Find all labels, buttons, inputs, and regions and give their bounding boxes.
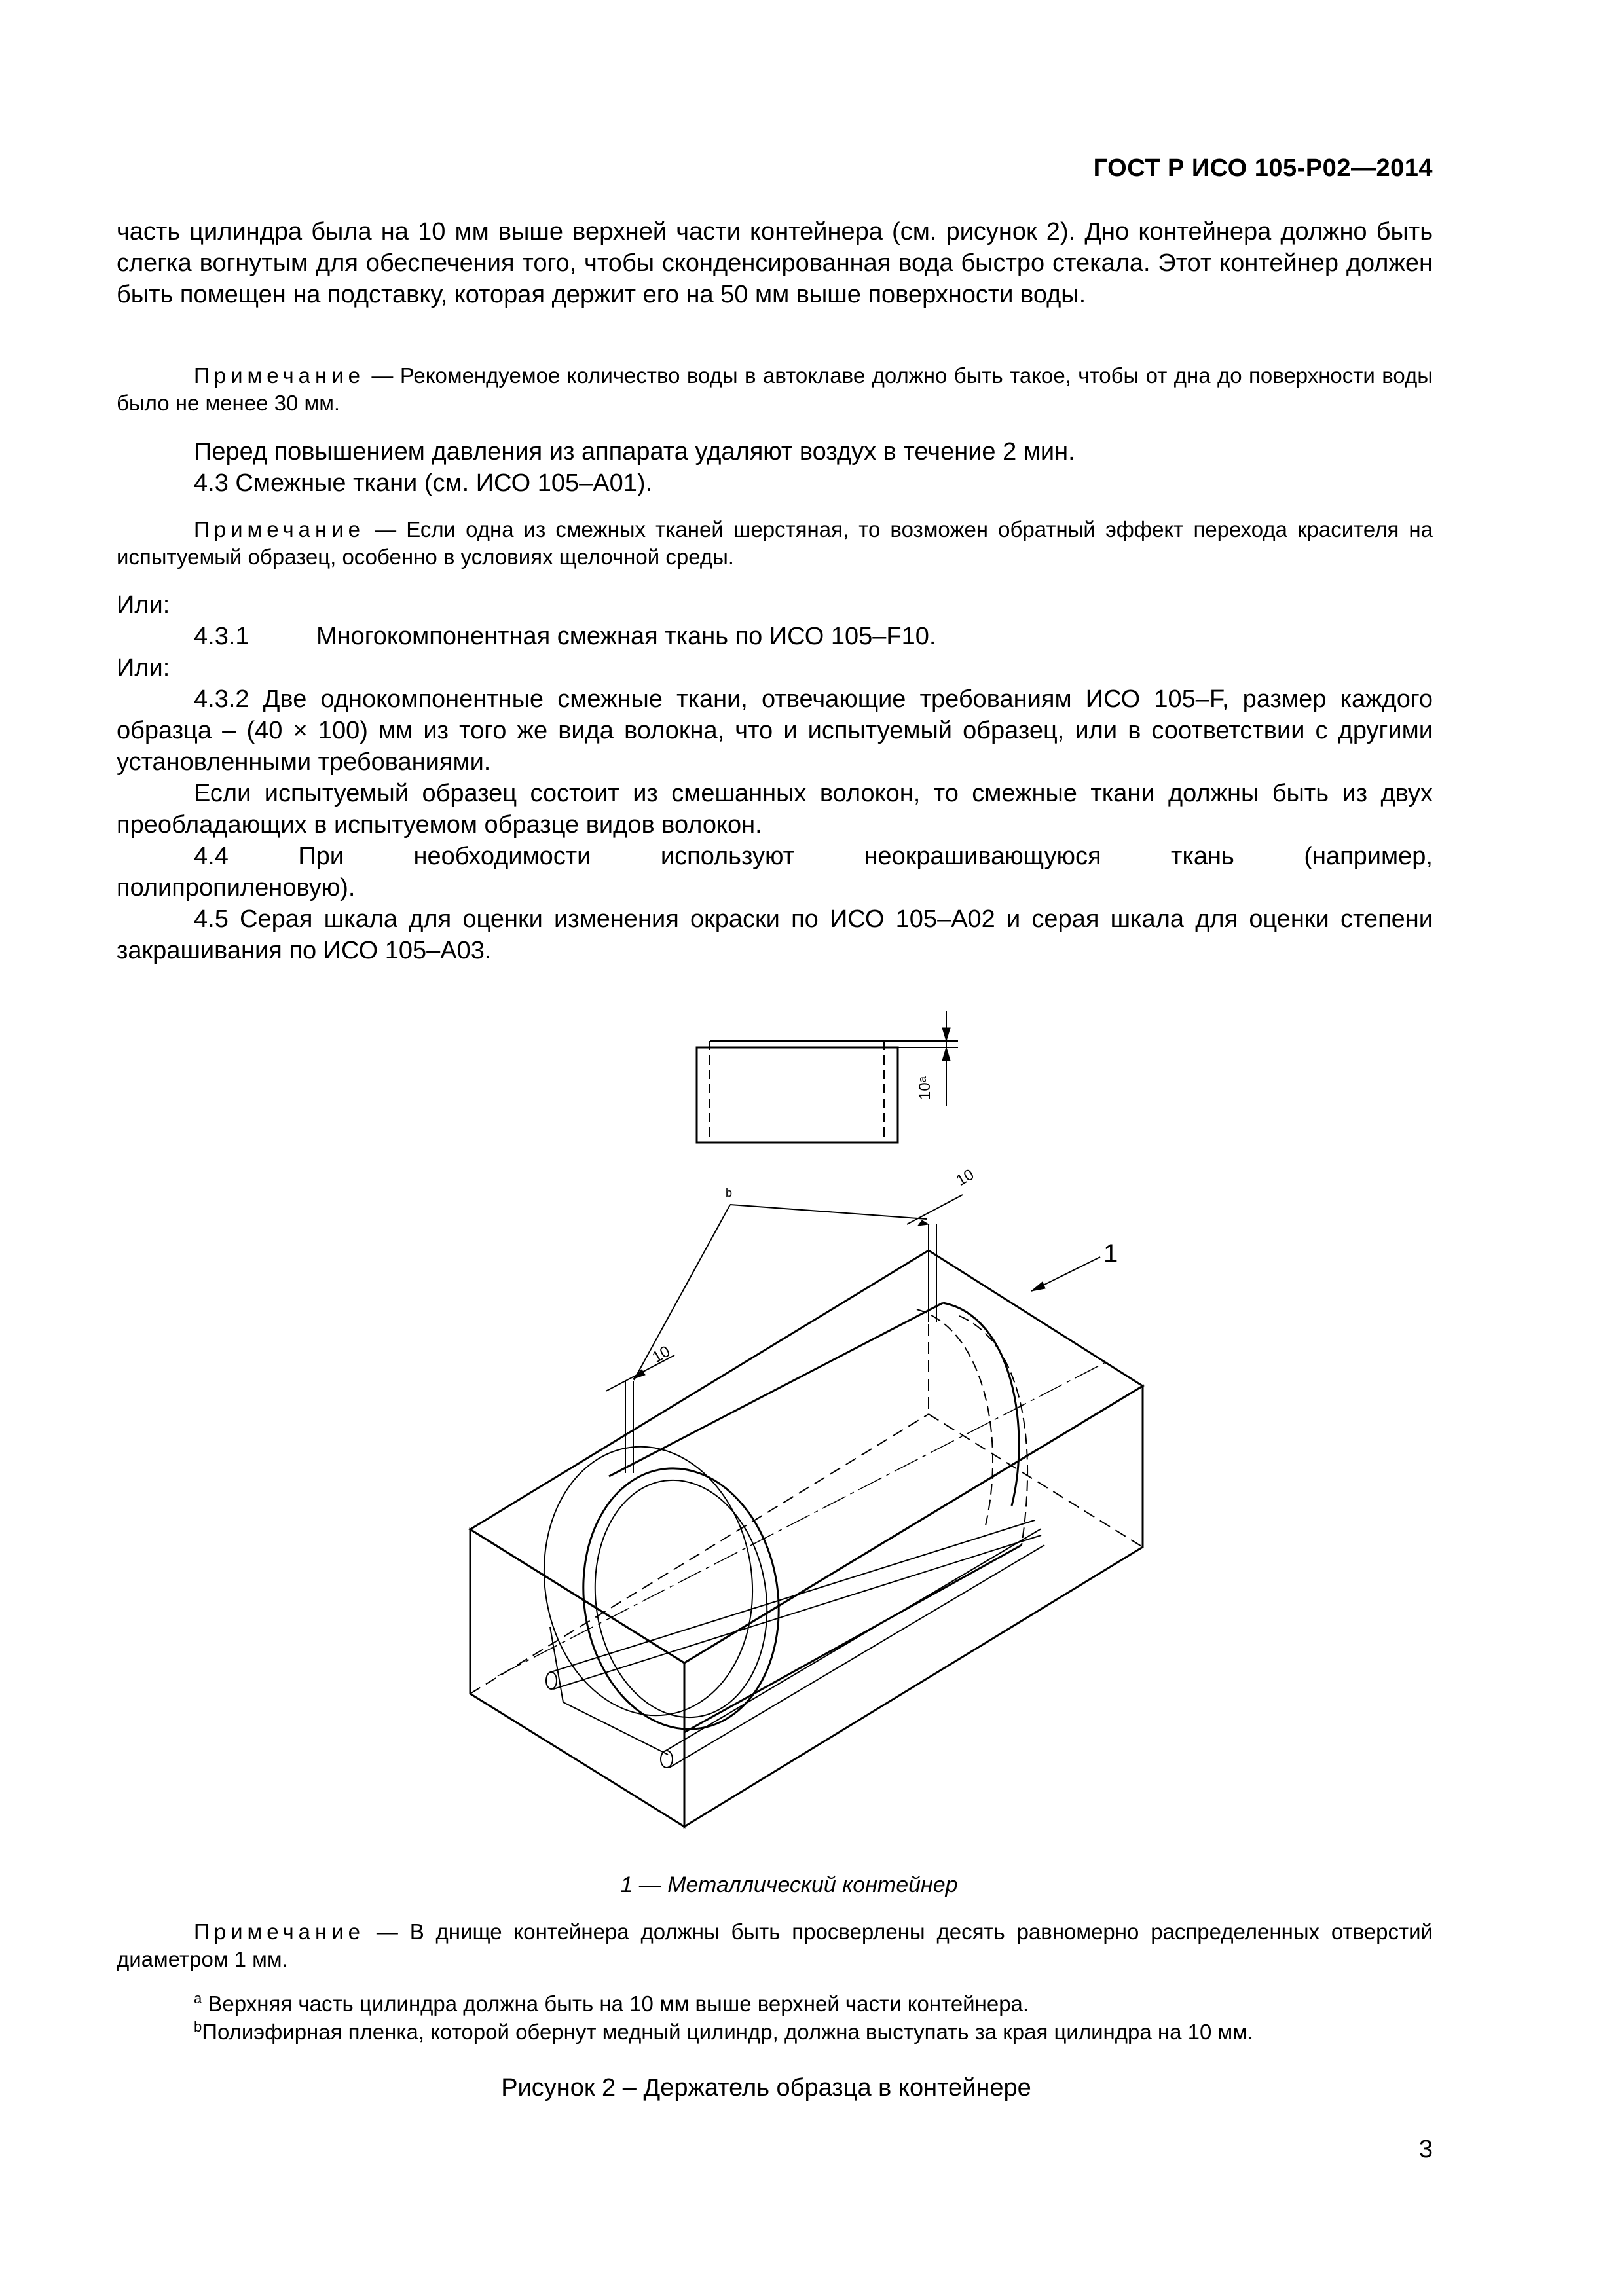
paragraph-mixed-fibres: Если испытуемый образец состоит из смешанных волокон, то смежные ткани должны быть из двух преобладающих в испытуемом образце видов волокон. (117, 780, 1433, 839)
figure-title: Рисунок 2 – Держатель образца в контейнере (501, 2074, 1031, 2102)
note-label: Примечание (194, 1920, 365, 1944)
metal-container (470, 1250, 1143, 1827)
dimension-label-left: 10 (649, 1342, 674, 1367)
footnote-a-text: Верхняя часть цилиндра должна быть на 10 мм выше верхней части контейнера. (202, 1992, 1029, 2016)
paragraph-container-requirements: часть цилиндра была на 10 мм выше верхней части контейнера (см. рисунок 2). Дно контейнера должно быть слегка вогнутым для обеспечения того, чтобы сконденсированная вода быстро стекала. Этот контейнер должен быть помещен на подставку, которая держит его на 50 мм выше поверхности воды. (117, 218, 1433, 308)
item-4-4: 4.4 При необходимости используют неокрашивающуюся ткань (например, полипропиленовую). (117, 843, 1433, 902)
item-4-3-2: 4.3.2 Две однокомпонентные смежные ткани, отвечающие требованиям ИСО 105–F, размер каждого образца – (40 × 100) мм из того же вида волокна, что и испытуемый образец, или в соответствии с другими установленными требованиями. (117, 685, 1433, 776)
note-text: — В днище контейнера должны быть просверлены десять равномерно распределенных отверстий диаметром 1 мм. (117, 1920, 1433, 1971)
section-4-3-heading: 4.3 Смежные ткани (см. ИСО 105–А01). (194, 469, 653, 497)
item-4-5: 4.5 Серая шкала для оценки изменения окраски по ИСО 105–А02 и серая шкала для оценки степени закрашивания по ИСО 105–А03. (117, 905, 1433, 964)
copper-cylinder (498, 1303, 1107, 1742)
note-text: — Рекомендуемое количество воды в автоклаве должно быть такое, чтобы от дна до поверхности воды было не менее 30 мм. (117, 363, 1433, 415)
note-label: Примечание (194, 363, 365, 388)
figure-sample-holder-diagram (0, 995, 1624, 1866)
footnote-b-marker: b (194, 2018, 202, 2035)
item-4-3-1-number: 4.3.1 (194, 623, 249, 650)
footnote-marker-b: b (726, 1186, 733, 1199)
or-label: Или: (117, 654, 170, 682)
footnote-a-marker: a (194, 1990, 202, 2007)
or-label: Или: (117, 591, 170, 619)
document-code: ГОСТ Р ИСО 105-Р02—2014 (1093, 155, 1433, 182)
note-label: Примечание (194, 517, 365, 541)
support-rods (546, 1520, 1044, 1768)
callout-1: 1 (1103, 1239, 1118, 1268)
figure-legend: 1 — Металлический контейнер (620, 1872, 958, 1897)
note-water-amount (117, 362, 1433, 417)
dimension-label-right: 10 (953, 1165, 978, 1190)
footnote-a (194, 1990, 1029, 2018)
footnote-b-text: Полиэфирная пленка, которой обернут медный цилиндр, должна выступать за края цилиндра на 10 мм. (202, 2020, 1254, 2044)
page-number: 3 (1418, 2136, 1433, 2163)
note-drill-holes (117, 1918, 1433, 1973)
dimension-label-top: 10ᵃ (916, 1076, 934, 1100)
item-4-3-1-text: Многокомпонентная смежная ткань по ИСО 105–F10. (316, 623, 936, 650)
note-text: — Если одна из смежных тканей шерстяная, то возможен обратный эффект перехода красителя на испытуемый образец, особенно в условиях щелочной среды. (117, 517, 1433, 569)
paragraph-air-removal: Перед повышением давления из аппарата удаляют воздух в течение 2 мин. (194, 438, 1075, 465)
footnote-b (194, 2018, 1253, 2046)
note-wool-fabric (117, 516, 1433, 571)
film-overhang-dimensions (606, 1195, 1100, 1473)
